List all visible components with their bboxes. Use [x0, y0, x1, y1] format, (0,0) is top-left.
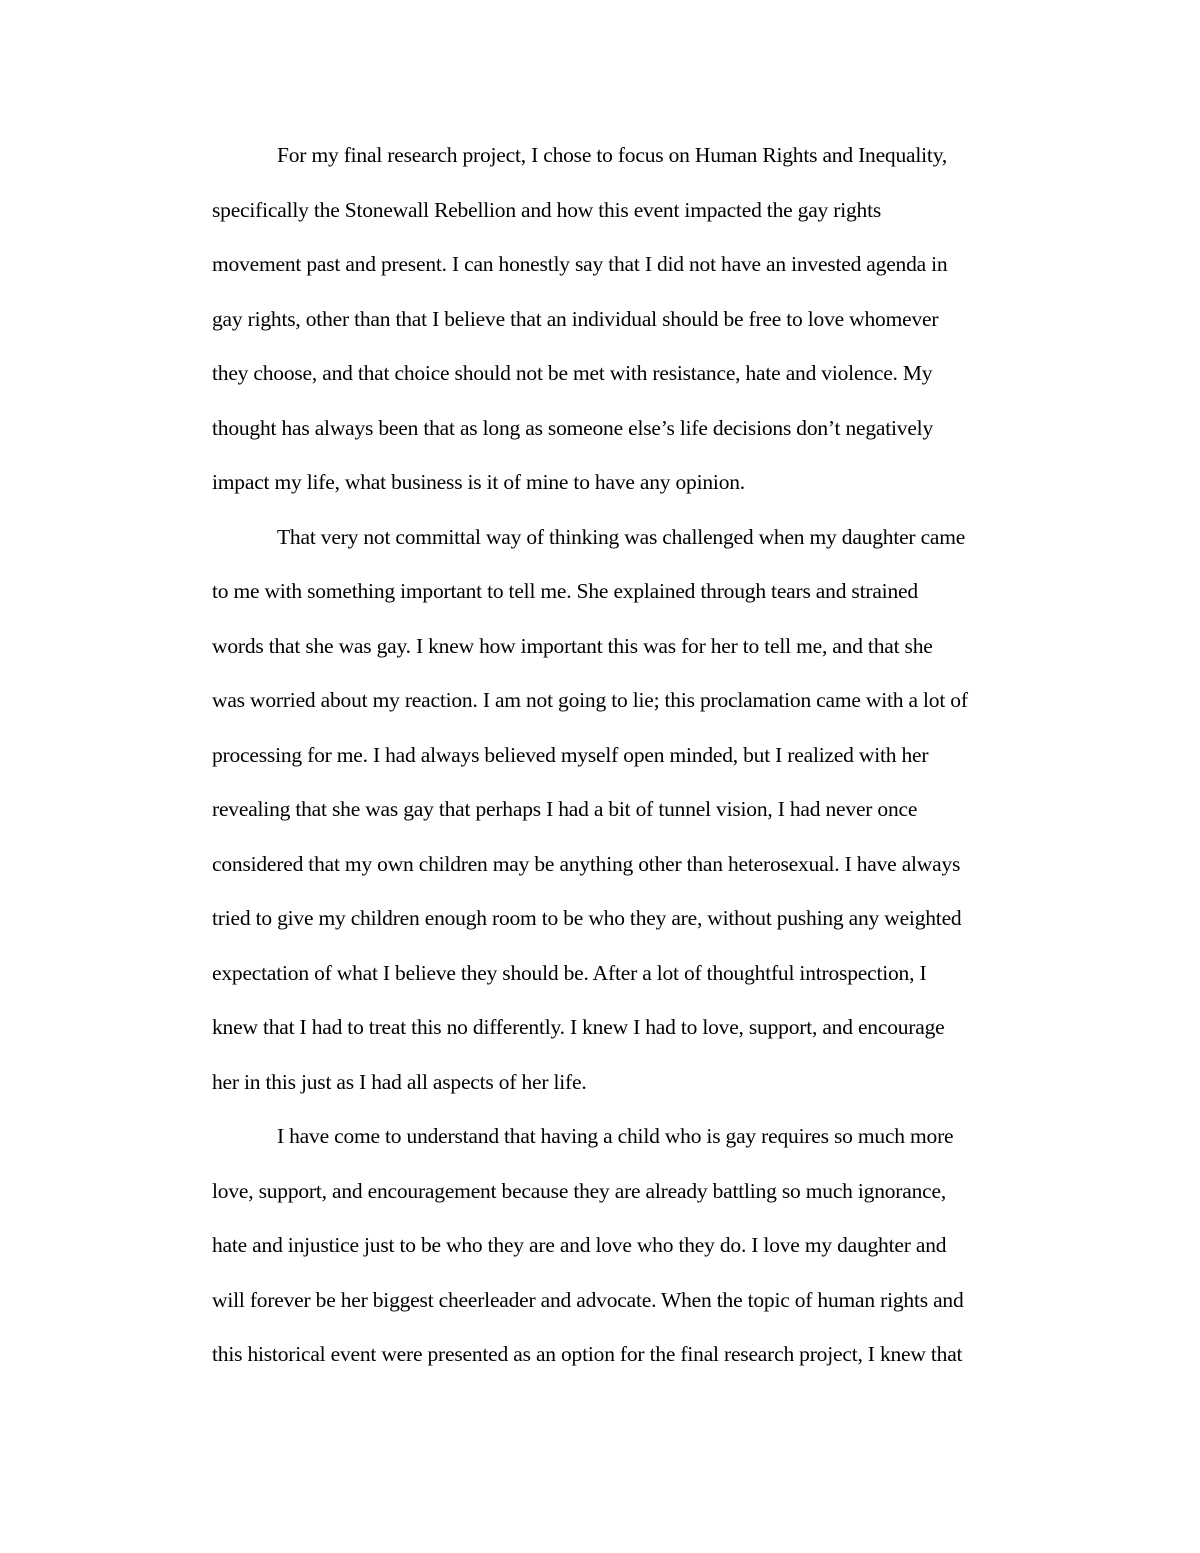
text-line: tried to give my children enough room to be who they are, without pushing any weighted [212, 906, 962, 930]
text-line: I have come to understand that having a child who is gay requires so much more [277, 1124, 954, 1148]
text-line: this historical event were presented as an option for the final research project, I knew that [212, 1342, 963, 1366]
text-line: will forever be her biggest cheerleader and advocate. When the topic of human rights and [212, 1287, 964, 1312]
text-line: impact my life, what business is it of mine to have any opinion. [212, 470, 745, 494]
text-line: considered that my own children may be anything other than heterosexual. I have always [212, 851, 961, 876]
text-line: words that she was gay. I knew how important this was for her to tell me, and that she [212, 633, 933, 658]
text-line: was worried about my reaction. I am not going to lie; this proclamation came with a lot of [212, 688, 968, 712]
text-line: hate and injustice just to be who they are and love who they do. I love my daughter and [212, 1233, 947, 1257]
text-line: revealing that she was gay that perhaps I had a bit of tunnel vision, I had never once [212, 797, 918, 821]
text-line: movement past and present. I can honestly say that I did not have an invested agenda in [212, 252, 948, 276]
text-line: That very not committal way of thinking was challenged when my daughter came [277, 524, 966, 549]
paragraph [212, 128, 1072, 510]
text-line: specifically the Stonewall Rebellion and how this event impacted the gay rights [212, 197, 882, 222]
text-line: thought has always been that as long as someone else’s life decisions don’t negatively [212, 415, 934, 440]
text-line: her in this just as I had all aspects of her life. [212, 1069, 587, 1094]
text-line: they choose, and that choice should not be met with resistance, hate and violence. My [212, 361, 933, 385]
text-line: love, support, and encouragement because they are already battling so much ignorance, [212, 1178, 947, 1203]
text-line: to me with something important to tell me. She explained through tears and strained [212, 579, 918, 603]
text-line: knew that I had to treat this no differently. I knew I had to love, support, and encourage [212, 1015, 945, 1039]
essay-text-block [212, 128, 1072, 1382]
text-line: gay rights, other than that I believe that an individual should be free to love whomever [212, 306, 939, 331]
paragraph [212, 510, 1072, 1110]
paragraph [212, 1109, 1072, 1382]
text-line: expectation of what I believe they should be. After a lot of thoughtful introspection, I [212, 960, 927, 985]
text-line: For my final research project, I chose to focus on Human Rights and Inequality, [277, 143, 948, 167]
text-line: processing for me. I had always believed myself open minded, but I realized with her [212, 742, 929, 767]
